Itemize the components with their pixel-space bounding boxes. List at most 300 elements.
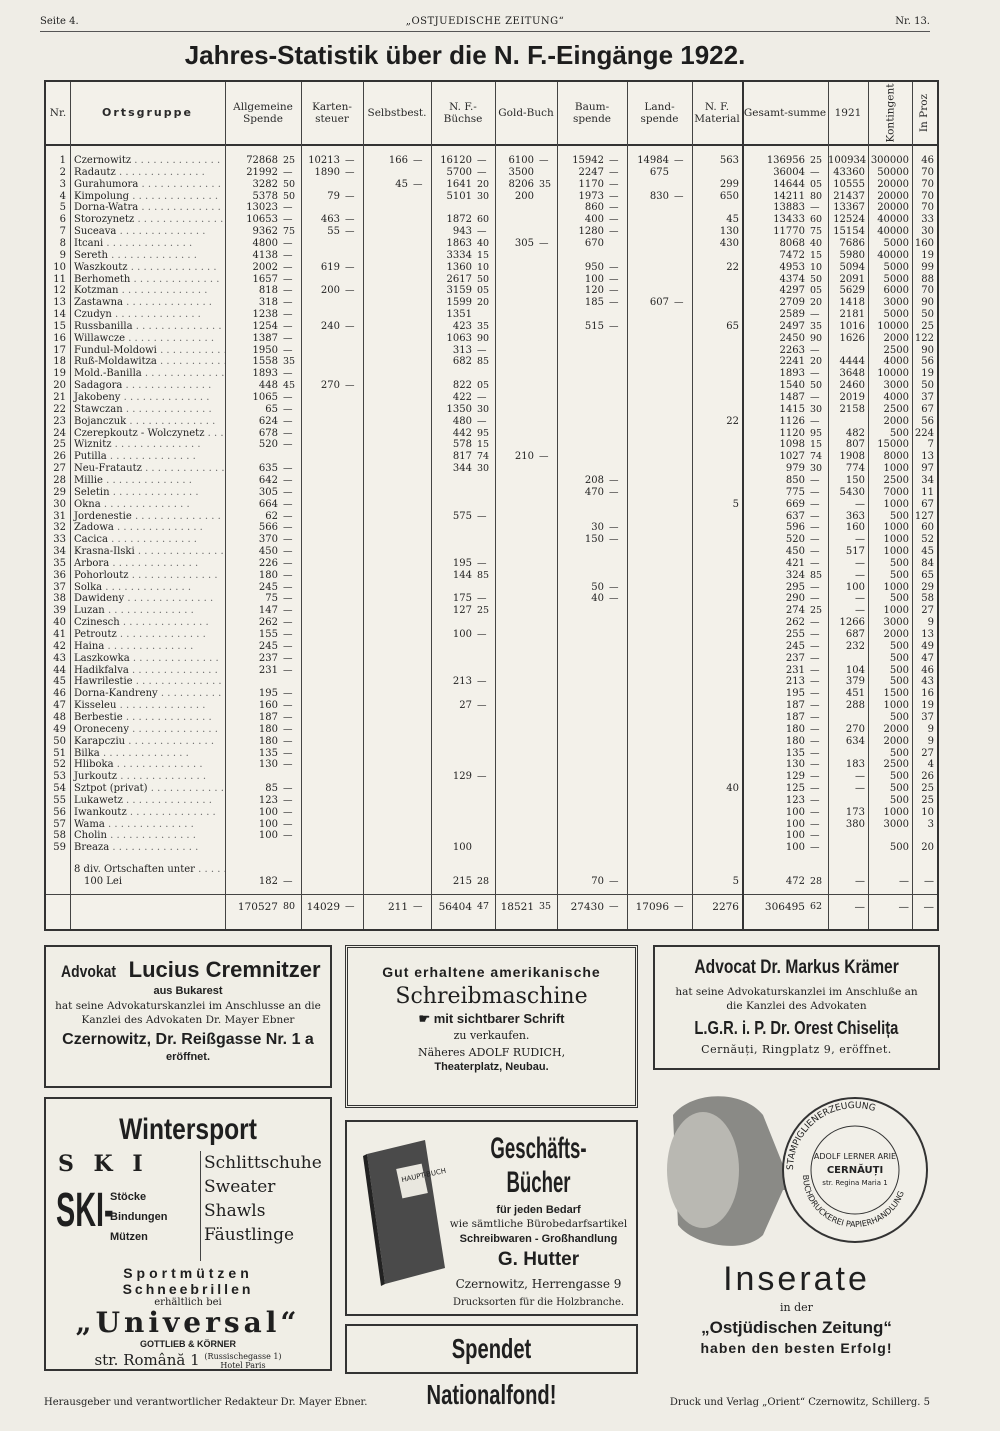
cell-kont: 500 (889, 510, 909, 522)
table-row (46, 214, 941, 226)
cell-baum: 400 (584, 214, 604, 226)
cell-buechse (431, 819, 475, 831)
cell-y1921: 21437 (833, 190, 865, 202)
ad-schreib-line1: Gut erhaltene amerikanische (382, 964, 601, 980)
cell-nr: 54 (53, 783, 66, 795)
cell-baum: 1973 (578, 190, 604, 202)
cell-buechse (431, 522, 475, 534)
cell-selbst-c (411, 570, 431, 582)
cell-gold-c (537, 771, 557, 783)
cell-buechse-c (475, 807, 495, 819)
cell-buechse-c: 05 (477, 380, 490, 392)
cell-buechse (431, 830, 475, 842)
cell-kont: 1000 (883, 605, 909, 617)
table-row (46, 830, 941, 842)
cell-nr: 2 (59, 166, 66, 178)
cell-ges: 2709 (779, 297, 805, 309)
cell-buechse-c: — (477, 593, 487, 605)
col-header-allgemeine-spende: Allgemeine Spende (233, 101, 293, 125)
cell-baum-c (607, 736, 627, 748)
cell-ort: Sereth . . . (70, 250, 225, 262)
ad-winter-sportmuetzen: Sportmützen (123, 1265, 253, 1281)
table-row (46, 688, 941, 700)
cell-y1921: — (855, 498, 865, 510)
cell-baum: 185 (584, 297, 604, 309)
cell-nr: 35 (53, 557, 66, 569)
table-row (46, 274, 941, 286)
cell-mat (692, 546, 742, 558)
cell-nr: 23 (53, 415, 66, 427)
cell-gold (495, 250, 537, 262)
cell-mat: 430 (719, 237, 739, 249)
cell-kont: 3000 (883, 380, 909, 392)
cell-land (627, 629, 672, 641)
cell-gold-c (537, 392, 557, 404)
cell-allg: 370 (258, 534, 278, 546)
cell-baum (557, 380, 607, 392)
cell-ges: 123 (785, 794, 805, 806)
cell-gold-c (537, 202, 557, 214)
cell-allg: 72868 (246, 155, 278, 166)
cell-ges-c: — (810, 344, 820, 356)
cell-buechse: 3159 (446, 285, 472, 297)
cell-kont: 4000 (883, 392, 909, 403)
cell-karten: 200 (320, 285, 340, 297)
cell-allg-c: — (283, 830, 293, 842)
cell-kont: 2500 (883, 474, 909, 486)
cell-karten-c (343, 475, 363, 487)
cell-karten (301, 771, 343, 783)
cell-y1921: 183 (845, 759, 865, 771)
cell-ges-c: 60 (810, 214, 823, 226)
total-gesamt-cents: 62 (810, 901, 823, 912)
cell-ort: Hawrilestie . . . (70, 676, 225, 688)
cell-buechse: 344 (452, 463, 472, 475)
cell-selbst-c (411, 202, 431, 214)
cell-allg: 1254 (252, 320, 278, 332)
cell-proz: 56 (921, 356, 934, 368)
cell-nr: 55 (53, 794, 66, 806)
cell-allg-c (281, 842, 301, 854)
cell-mat: 130 (719, 226, 739, 238)
cell-mat (692, 748, 742, 760)
ad-winter-bindungen: Bindungen (110, 1211, 168, 1223)
cell-land-c (672, 167, 692, 179)
cell-gold-c (537, 712, 557, 724)
cell-y1921: 12524 (833, 214, 865, 226)
ad-hutter-l1: für jeden Bedarf (496, 1204, 581, 1216)
cell-allg-c: 50 (283, 178, 296, 190)
cell-baum-c (607, 665, 627, 677)
cell-karten-c (343, 428, 363, 440)
cell-baum-c (607, 333, 627, 345)
statistics-table (44, 80, 939, 931)
cell-selbst-c (411, 439, 431, 451)
cell-proz: 58 (921, 593, 934, 605)
table-row (46, 522, 941, 534)
cell-karten (301, 736, 343, 748)
cell-mat (692, 439, 742, 451)
cell-gold (495, 499, 537, 511)
cell-buechse-c (475, 736, 495, 748)
cell-proz: 88 (921, 273, 934, 285)
cell-baum (557, 605, 607, 617)
cell-land-c (672, 546, 692, 558)
ad-schreib-visible: mit sichtbarer Schrift (433, 1011, 565, 1026)
cell-baum: 860 (584, 202, 604, 214)
cell-land (627, 368, 672, 380)
cell-baum-c: — (609, 581, 619, 593)
cell-gold-c (537, 629, 557, 641)
cell-selbst (363, 321, 411, 333)
cell-selbst-c (411, 451, 431, 463)
cell-ort: Czudyn . . . (70, 309, 225, 321)
cell-selbst-c (411, 665, 431, 677)
cell-gold (495, 830, 537, 842)
cell-selbst (363, 226, 411, 238)
cell-kont: 500 (889, 593, 909, 605)
ad-hutter-title-text: Geschäfts-Bücher (490, 1132, 587, 1199)
cell-land-c (672, 226, 692, 238)
cell-mat (692, 392, 742, 404)
cell-karten-c (343, 297, 363, 309)
cell-land (627, 522, 672, 534)
cell-baum: 2247 (578, 166, 604, 178)
cell-land-c (672, 345, 692, 357)
cell-buechse-c (475, 712, 495, 724)
cell-selbst-c (411, 641, 431, 653)
cell-selbst (363, 250, 411, 262)
cell-karten-c (343, 712, 363, 724)
cell-y1921 (828, 748, 868, 760)
cell-karten (301, 356, 343, 368)
cell-allg-c: — (283, 261, 293, 273)
cell-selbst-c (411, 522, 431, 534)
cell-baum-c: — (609, 285, 619, 297)
cell-baum-c (607, 700, 627, 712)
cell-ges: 136956 (766, 155, 805, 166)
cell-mat: 563 (719, 155, 739, 166)
cell-buechse-c: 15 (477, 439, 490, 451)
cell-kont: 2000 (883, 415, 909, 427)
header-rule (46, 144, 937, 146)
cell-ges: 637 (785, 510, 805, 522)
cell-baum-c (607, 451, 627, 463)
cell-selbst-c (411, 191, 431, 203)
cell-karten (301, 511, 343, 523)
cell-karten (301, 830, 343, 842)
cell-ort: Hliboka . . . (70, 759, 225, 771)
cell-buechse: 100 (452, 629, 472, 640)
col-header-kontingent (868, 82, 912, 144)
cell-buechse-c (475, 499, 495, 511)
cell-gold-c (537, 688, 557, 700)
cell-kont: 5000 (883, 261, 909, 273)
cell-proz: 160 (914, 237, 934, 249)
cell-selbst (363, 214, 411, 226)
cell-land-c (672, 712, 692, 724)
ad-winter-street-alt (204, 1352, 281, 1370)
cell-ges: 100 (785, 806, 805, 818)
table-row-extra-2 (46, 876, 941, 888)
cell-allg: 100 (258, 818, 278, 830)
cell-selbst-c (411, 238, 431, 250)
cell-mat (692, 356, 742, 368)
cell-kont: 5000 (883, 273, 909, 285)
total-karten: 14029 (306, 901, 340, 913)
cell-ort: Putilla . . . (70, 451, 225, 463)
cell-ges: 8068 (779, 237, 805, 249)
cell-allg: 1893 (252, 368, 278, 380)
cell-land-c (672, 392, 692, 404)
cell-land: 607 (649, 297, 669, 309)
cell-allg-c: — (283, 664, 293, 676)
cell-selbst (363, 842, 411, 854)
cell-karten: 55 (327, 226, 340, 238)
cell-selbst-c (411, 688, 431, 700)
cell-y1921 (828, 830, 868, 842)
cell-selbst (363, 558, 411, 570)
cell-karten-c (343, 179, 363, 191)
cell-baum-c (607, 570, 627, 582)
cell-nr: 8 (59, 237, 66, 249)
cell-allg-c: — (283, 344, 293, 356)
cell-buechse-c: — (477, 629, 487, 640)
cell-kont: 500 (889, 427, 909, 439)
cell-proz: 122 (914, 332, 934, 344)
cell-allg: 62 (265, 510, 278, 522)
cell-land (627, 226, 672, 238)
cell-buechse-c: — (477, 700, 487, 712)
cell-buechse: 27 (459, 700, 472, 712)
total-allg-cents: 80 (283, 901, 296, 912)
cell-ges-c: — (810, 735, 820, 747)
cell-land (627, 534, 672, 546)
cell-ort: Iwankoutz . . . (70, 807, 225, 819)
cell-proz: 16 (921, 688, 934, 700)
table-row (46, 617, 941, 629)
cell-y1921: — (855, 593, 865, 605)
cell-selbst (363, 511, 411, 523)
page-number: Seite 4. (40, 16, 79, 27)
cell-allg-c: — (283, 249, 293, 261)
cell-baum (557, 309, 607, 321)
cell-ges-c: 74 (810, 451, 823, 463)
cell-land-c (672, 333, 692, 345)
cell-baum (557, 641, 607, 653)
cell-gold-c (537, 830, 557, 842)
cell-selbst (363, 202, 411, 214)
table-row (46, 771, 941, 783)
cell-y1921: 379 (845, 676, 865, 688)
ad-schreib-line3 (348, 1011, 635, 1027)
cell-ges: 290 (785, 593, 805, 605)
cell-gold (495, 475, 537, 487)
cell-kont: 500 (889, 771, 909, 783)
cell-selbst-c (411, 333, 431, 345)
cell-karten (301, 333, 343, 345)
cell-selbst-c (411, 700, 431, 712)
cell-land-c (672, 202, 692, 214)
cell-buechse: 817 (452, 451, 472, 463)
cell-selbst-c (411, 285, 431, 297)
cell-ges: 14211 (773, 190, 805, 202)
cell-gold-c (537, 605, 557, 617)
cell-selbst (363, 392, 411, 404)
cell-baum (557, 356, 607, 368)
cell-ges-c: — (810, 415, 820, 427)
cell-y1921: — (855, 771, 865, 783)
cell-ort: Stawczan . . . (70, 404, 225, 416)
cell-buechse-c: 85 (477, 356, 490, 368)
cell-land-c (672, 416, 692, 428)
cell-gold-c (537, 700, 557, 712)
cell-mat (692, 333, 742, 345)
cell-baum (557, 748, 607, 760)
cell-karten (301, 783, 343, 795)
stamp-knob (667, 1112, 739, 1228)
cell-ort: Solka . . . (70, 582, 225, 594)
ad-winter-street-alt2: Hotel Paris (220, 1361, 266, 1370)
cell-karten (301, 404, 343, 416)
cell-ges-c: 75 (810, 226, 823, 238)
cell-karten (301, 546, 343, 558)
cell-ort: Kotzman . . . (70, 285, 225, 297)
extra-buechse-cents: 28 (477, 876, 490, 887)
cell-buechse (431, 736, 475, 748)
cell-gold (495, 665, 537, 677)
cell-nr: 44 (53, 664, 66, 676)
cell-proz: 90 (921, 344, 934, 356)
cell-allg-c: 25 (283, 155, 296, 166)
cell-buechse-c: 25 (477, 605, 490, 617)
table-row (46, 416, 941, 428)
stamp-city: CERNĂUȚI (826, 1165, 884, 1176)
cell-karten (301, 416, 343, 428)
cell-gold-c (537, 807, 557, 819)
ad-inserate (653, 1256, 940, 1371)
ad-schreib-address: Theaterplatz, Neubau. (434, 1061, 549, 1073)
cell-allg-c: — (283, 368, 293, 380)
cell-ges: 129 (785, 771, 805, 783)
cell-selbst (363, 451, 411, 463)
cell-allg-c: — (283, 332, 293, 344)
cell-karten (301, 724, 343, 736)
cell-ges: 1893 (779, 368, 805, 380)
cell-nr: 57 (53, 818, 66, 830)
cell-allg-c: — (283, 214, 293, 226)
cell-selbst-c (411, 830, 431, 842)
cell-selbst (363, 262, 411, 274)
cell-buechse: 129 (452, 771, 472, 783)
cell-ort: Suceava . . . (70, 226, 225, 238)
col-header-1921: 1921 (834, 107, 862, 119)
cell-gold (495, 285, 537, 297)
cell-allg-c: — (283, 759, 293, 771)
extra-ort-line2: 100 Lei (84, 876, 123, 887)
cell-gold (495, 546, 537, 558)
cell-baum-c: — (609, 190, 619, 202)
cell-land: 675 (649, 166, 669, 178)
cell-kont: 500 (889, 640, 909, 652)
cell-selbst-c (411, 345, 431, 357)
cell-land-c (672, 262, 692, 274)
cell-land-c (672, 605, 692, 617)
cell-ges-c: — (810, 652, 820, 664)
col-header-nf-buechse: N. F.-Büchse (443, 101, 483, 125)
ad-cremnitzer-name: Lucius Cremnitzer (128, 957, 321, 982)
cell-land-c (672, 368, 692, 380)
cell-land-c (672, 736, 692, 748)
cell-selbst (363, 593, 411, 605)
cell-mat (692, 582, 742, 594)
cell-baum (557, 736, 607, 748)
cell-allg-c: — (283, 474, 293, 486)
cell-selbst-c (411, 807, 431, 819)
cell-allg: 75 (265, 593, 278, 605)
cell-gold-c (537, 274, 557, 286)
cell-buechse-c: — (477, 771, 487, 783)
cell-proz: 4 (927, 759, 934, 771)
cell-allg-c: — (283, 309, 293, 321)
cell-nr: 1 (59, 155, 66, 166)
cell-allg: 520 (258, 439, 278, 451)
cell-baum-c: — (609, 202, 619, 214)
cell-allg: 305 (258, 486, 278, 498)
cell-allg: 13023 (246, 202, 278, 214)
cell-karten (301, 819, 343, 831)
table-row (46, 511, 941, 523)
ad-winter-available: erhältlich bei (154, 1297, 222, 1308)
cell-nr: 59 (53, 842, 66, 854)
cell-gold (495, 771, 537, 783)
cell-gold: 200 (514, 190, 534, 202)
ad-kraemer-heading-text: Advocat Dr. Markus Krämer (694, 957, 899, 978)
cell-ges: 11770 (773, 226, 805, 238)
cell-ges-c: — (810, 309, 820, 321)
cell-gold (495, 688, 537, 700)
cell-nr: 47 (53, 700, 66, 712)
cell-ort: Ruß-Moldawitza . . . (70, 356, 225, 368)
cell-proz: 43 (921, 676, 934, 688)
cell-allg-c: — (283, 794, 293, 806)
cell-buechse (431, 783, 475, 795)
cell-selbst (363, 274, 411, 286)
cell-baum-c (607, 783, 627, 795)
cell-land-c (672, 653, 692, 665)
cell-allg: 1238 (252, 309, 278, 321)
table-row (46, 428, 941, 440)
cell-ges-c: — (810, 664, 820, 676)
cell-ges: 4374 (779, 273, 805, 285)
extra-1921: — (855, 876, 865, 887)
cell-karten (301, 463, 343, 475)
table-row (46, 321, 941, 333)
cell-karten (301, 688, 343, 700)
cell-gold-c (537, 309, 557, 321)
cell-allg-c (281, 771, 301, 783)
cell-ges: 14644 (773, 178, 805, 190)
cell-selbst-c (411, 736, 431, 748)
cell-gold (495, 736, 537, 748)
ad-kraemer-heading (655, 957, 938, 979)
cell-kont: 1000 (883, 546, 909, 558)
cell-selbst (363, 665, 411, 677)
cell-kont: 20000 (877, 178, 909, 190)
cell-ges: 100 (785, 830, 805, 842)
ad-hutter-address: Czernowitz, Herrengasse 9 (455, 1277, 622, 1291)
cell-baum-c: — (609, 486, 619, 498)
